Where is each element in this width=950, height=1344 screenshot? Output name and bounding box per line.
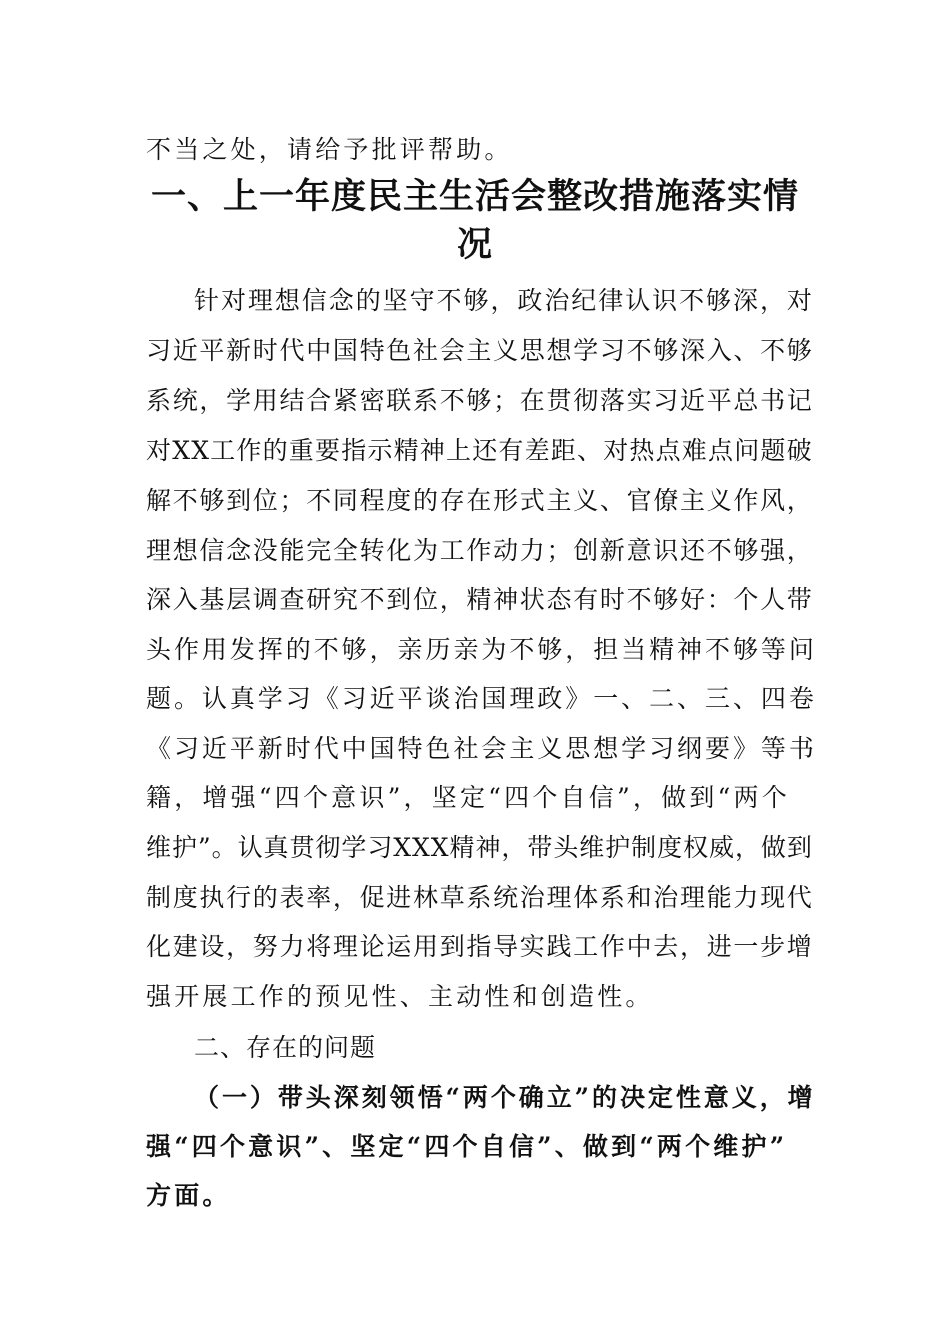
opening-line: 不当之处，请给予批评帮助。 [146, 135, 513, 164]
paragraph-line: 题。认真学习《习近平谈治国理政》一、二、三、四卷 [146, 684, 817, 713]
paragraph-line: 解不够到位；不同程度的存在形式主义、官僚主义作风， [146, 486, 814, 515]
subsection-line: 方面。 [146, 1181, 231, 1210]
paragraph-line: 针对理想信念的坚守不够，政治纪律认识不够深，对 [194, 286, 814, 315]
paragraph-line: 强开展工作的预见性、主动性和创造性。 [146, 982, 654, 1011]
paragraph-line: 化建设，努力将理论运用到指导实践工作中去，进一步增 [146, 932, 814, 961]
section1-title-line-2: 况 [456, 224, 493, 265]
section2-title: 二、存在的问题 [194, 1033, 377, 1062]
paragraph-line: 制度执行的表率，促进林草系统治理体系和治理能力现代 [146, 883, 814, 912]
paragraph-line: 系统，学用结合紧密联系不够；在贯彻落实习近平总书记 [146, 386, 814, 415]
paragraph-line: 对XX工作的重要指示精神上还有差距、对热点难点问题破 [146, 436, 813, 465]
paragraph-line: 理想信念没能完全转化为工作动力；创新意识还不够强， [146, 536, 814, 565]
subsection-line: 强“四个意识”、坚定“四个自信”、做到“两个维护” [146, 1132, 788, 1161]
paragraph-line: 《习近平新时代中国特色社会主义思想学习纲要》等书 [146, 734, 817, 763]
paragraph-line: 籍，增强“四个意识”，坚定“四个自信”，做到“两个 [146, 783, 790, 812]
paragraph-line: 维护”。认真贯彻学习XXX精神，带头维护制度权威，做到 [146, 833, 813, 862]
paragraph-line: 头作用发挥的不够，亲历亲为不够，担当精神不够等问 [146, 635, 817, 664]
subsection-line: （一）带头深刻领悟“两个确立”的决定性意义，增 [194, 1083, 816, 1112]
paragraph-line: 习近平新时代中国特色社会主义思想学习不够深入、不够 [146, 336, 814, 365]
section1-title-line-1: 一、上一年度民主生活会整改措施落实情 [150, 176, 799, 217]
paragraph-line: 深入基层调查研究不到位，精神状态有时不够好：个人带 [146, 585, 814, 614]
